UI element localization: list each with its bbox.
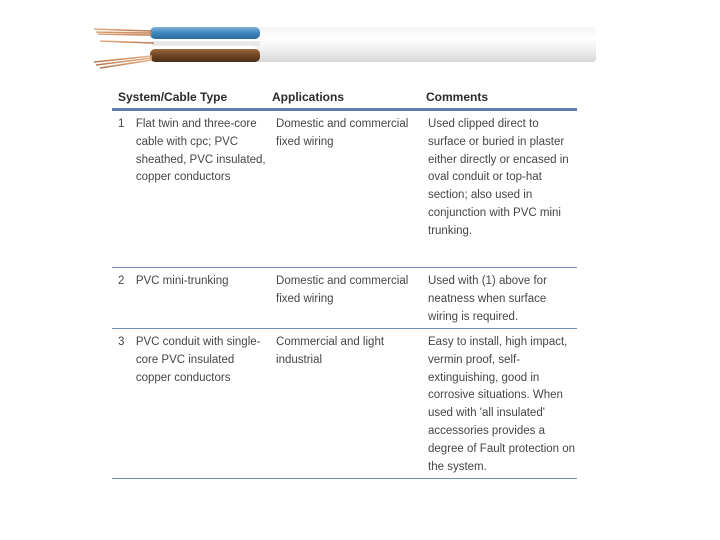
cell-applications: Commercial and light industrial	[276, 336, 385, 366]
row-number: 3	[118, 336, 125, 348]
table-row	[112, 111, 577, 268]
cell-comments: Used with (1) above for neatness when surface wiring is required.	[428, 275, 547, 323]
cable-photo	[90, 18, 596, 78]
row-number: 1	[118, 118, 125, 130]
table-row	[112, 329, 577, 479]
header-applications: Applications	[272, 90, 345, 104]
header-comments: Comments	[426, 90, 489, 104]
cell-applications: Domestic and commercial fixed wiring	[276, 118, 409, 148]
cell-cable-type: PVC conduit with single-core PVC insulated copper conductors	[135, 336, 261, 384]
cable-type-table	[112, 86, 577, 479]
row-number: 2	[118, 275, 125, 287]
cell-comments: Easy to install, high impact, vermin proof, self-extinguishing, good in corrosive situations. When used with 'all insulated' accessories provides a degree of Fault protection on the system.	[428, 336, 576, 473]
cell-comments: Used clipped direct to surface or buried in plaster either directly or encased in oval conduit or top-hat section; also used in conjunction with PVC mini trunking.	[428, 118, 569, 237]
header-system-cable-type: System/Cable Type	[118, 90, 228, 104]
cell-applications: Domestic and commercial fixed wiring	[276, 275, 409, 305]
cell-cable-type: PVC mini-trunking	[135, 275, 229, 287]
cell-cable-type: Flat twin and three-core cable with cpc; PVC sheathed, PVC insulated, copper conductors	[135, 118, 266, 184]
table-row	[112, 268, 577, 329]
table-header-row	[112, 86, 577, 111]
